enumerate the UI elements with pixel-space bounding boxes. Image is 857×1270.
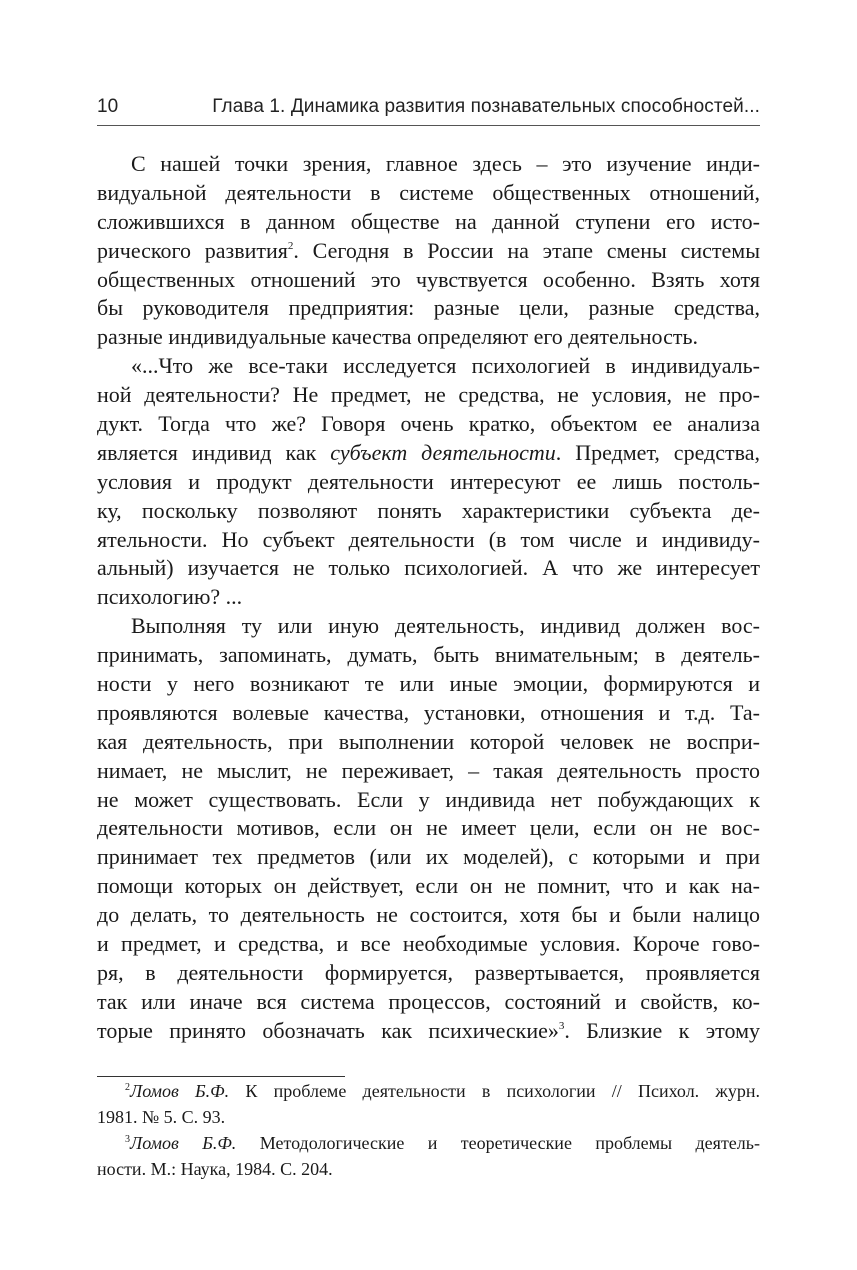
text-line: разные индивидуальные качества определяют его деятельность. [97, 324, 699, 350]
text-line: так или иначе вся система процессов, состояний и свойств, ко- [97, 988, 760, 1014]
footnote-line: ности. М.: Наука, 1984. С. 204. [97, 1159, 333, 1179]
text-line: альный) изучается не только психологией. А что же интересует [97, 555, 760, 581]
text-line: не может существовать. Если у индивида нет побуждающих к [97, 786, 760, 812]
text-line: проявляются волевые качества, установки, отношения и т.д. Та- [97, 699, 760, 725]
text-line: ку, поскольку позволяют понять характеристики субъекта де- [97, 497, 760, 523]
text-line: принимает тех предметов (или их моделей), с которыми и при [97, 844, 760, 870]
text-line: дукт. Тогда что же? Говоря очень кратко, объектом ее анализа [97, 411, 760, 437]
footnote-number: 3 [125, 1134, 130, 1145]
paragraph-2-quote [97, 352, 760, 612]
text-line: психологию? ... [97, 584, 243, 610]
footnote-number: 2 [125, 1082, 130, 1093]
footnote-author: Ломов Б.Ф. [130, 1081, 230, 1101]
text-line: до делать, то деятельность не состоится, хотя бы и были налицо [97, 902, 760, 928]
text-line: сложившихся в данном обществе на данной ступени его исто- [97, 208, 760, 234]
text-line: С нашей точки зрения, главное здесь – это изучение инди- [131, 151, 760, 176]
text-line: рического развития$^2$. Сегодня в России на этапе смены системы [97, 237, 760, 263]
footnote-line: $^2$Ломов Б.Ф. К проблеме деятельности в психологии // Психол. журн. [125, 1081, 760, 1101]
footnote-author: Ломов Б.Ф. [130, 1133, 237, 1153]
emphasis-subject-of-activity: субъект деятельности [330, 439, 556, 465]
text-line: кая деятельность, при выполнении которой человек не воспри- [97, 728, 760, 754]
footnote-ref-2[interactable]: 2 [287, 239, 294, 252]
paragraph-3 [97, 612, 760, 1045]
text-line: деятельности мотивов, если он не имеет цели, если он не вос- [97, 815, 760, 841]
page-number: 10 [97, 96, 119, 117]
text-line: является индивид как субъект деятельности. Предмет, средства, [97, 439, 760, 465]
footnote-divider [97, 1076, 345, 1077]
text-line: ной деятельности? Не предмет, не средства, не условия, не про- [97, 382, 760, 408]
text-line: условия и продукт деятельности интересуют ее лишь постоль- [97, 468, 760, 494]
text-line: нимает, не мыслит, не переживает, – такая деятельность просто [97, 757, 760, 783]
footnote-2 [97, 1078, 760, 1130]
footnote-line: 1981. № 5. С. 93. [97, 1107, 226, 1127]
text-line: ятельности. Но субъект деятельности (в том числе и индивиду- [97, 526, 760, 552]
text-line: торые принято обозначать как психические»$^3$. Близкие к этому [97, 1017, 760, 1043]
running-header [97, 96, 760, 124]
paragraph-1 [97, 150, 760, 352]
running-title: Глава 1. Динамика развития познавательных способностей... [212, 96, 760, 117]
text-line: «...Что же все-таки исследуется психологией в индивидуаль- [131, 353, 760, 379]
text-line: и предмет, и средства, и все необходимые условия. Короче гово- [97, 931, 760, 957]
header-divider [97, 125, 760, 126]
text-line: общественных отношений это чувствуется особенно. Взять хотя [97, 266, 760, 292]
footnote-ref-3[interactable]: 3 [558, 1019, 565, 1032]
text-line: принимать, запоминать, думать, быть внимательным; в деятель- [97, 642, 760, 668]
text-line: помощи которых он действует, если он не помнит, что и как на- [97, 873, 760, 899]
text-line: бы руководителя предприятия: разные цели, разные средства, [97, 295, 760, 321]
main-text [97, 150, 760, 1046]
text-line: ря, в деятельности формируется, развертывается, проявляется [97, 959, 760, 985]
footnote-3 [97, 1130, 760, 1182]
text-line: Выполняя ту или иную деятельность, индивид должен вос- [131, 613, 760, 639]
text-line: ности у него возникают те или иные эмоции, формируются и [97, 671, 760, 697]
footnotes [97, 1078, 760, 1182]
text-line: видуальной деятельности в системе общественных отношений, [97, 179, 760, 205]
footnote-line: $^3$Ломов Б.Ф. Методологические и теоретические проблемы деятель- [125, 1133, 760, 1153]
